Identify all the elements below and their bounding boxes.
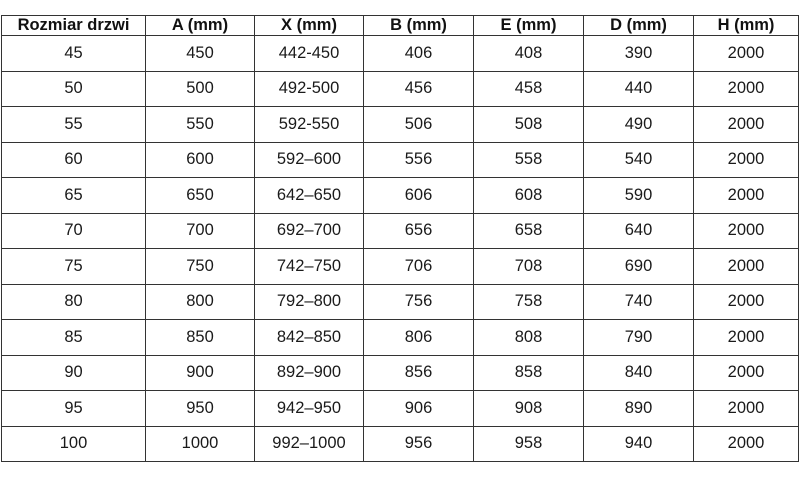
table-row xyxy=(2,107,799,143)
table-cell: 2000 xyxy=(694,178,799,214)
table-cell: 55 xyxy=(2,107,146,143)
table-cell: 758 xyxy=(474,284,584,320)
table-cell: 2000 xyxy=(694,391,799,427)
column-header: B (mm) xyxy=(364,16,474,36)
table-cell: 70 xyxy=(2,213,146,249)
table-cell: 90 xyxy=(2,355,146,391)
table-cell: 740 xyxy=(584,284,694,320)
table-cell: 490 xyxy=(584,107,694,143)
table-cell: 750 xyxy=(146,249,255,285)
table-cell: 442-450 xyxy=(255,36,364,72)
table-row xyxy=(2,426,799,462)
table-cell: 908 xyxy=(474,391,584,427)
table-cell: 956 xyxy=(364,426,474,462)
table-cell: 890 xyxy=(584,391,694,427)
table-row xyxy=(2,284,799,320)
table-row xyxy=(2,355,799,391)
table-cell: 658 xyxy=(474,213,584,249)
table-cell: 690 xyxy=(584,249,694,285)
table-cell: 600 xyxy=(146,142,255,178)
table-cell: 800 xyxy=(146,284,255,320)
table-cell: 840 xyxy=(584,355,694,391)
door-size-table xyxy=(1,15,799,462)
table-cell: 942–950 xyxy=(255,391,364,427)
table-cell: 2000 xyxy=(694,142,799,178)
table-cell: 606 xyxy=(364,178,474,214)
table-cell: 692–700 xyxy=(255,213,364,249)
table-cell: 85 xyxy=(2,320,146,356)
table-cell: 790 xyxy=(584,320,694,356)
column-header: E (mm) xyxy=(474,16,584,36)
header-row xyxy=(2,16,799,36)
table-header xyxy=(2,16,799,36)
table-cell: 856 xyxy=(364,355,474,391)
table-cell: 100 xyxy=(2,426,146,462)
column-header: Rozmiar drzwi xyxy=(2,16,146,36)
table-body xyxy=(2,36,799,462)
table-cell: 950 xyxy=(146,391,255,427)
table-cell: 700 xyxy=(146,213,255,249)
table-cell: 650 xyxy=(146,178,255,214)
table-cell: 408 xyxy=(474,36,584,72)
column-header: D (mm) xyxy=(584,16,694,36)
table-cell: 706 xyxy=(364,249,474,285)
table-cell: 608 xyxy=(474,178,584,214)
table-cell: 458 xyxy=(474,71,584,107)
table-cell: 742–750 xyxy=(255,249,364,285)
table-cell: 75 xyxy=(2,249,146,285)
table-cell: 450 xyxy=(146,36,255,72)
table-cell: 592–600 xyxy=(255,142,364,178)
table-cell: 992–1000 xyxy=(255,426,364,462)
column-header: H (mm) xyxy=(694,16,799,36)
table-cell: 906 xyxy=(364,391,474,427)
table-row xyxy=(2,178,799,214)
table-cell: 550 xyxy=(146,107,255,143)
table-cell: 556 xyxy=(364,142,474,178)
table-cell: 2000 xyxy=(694,426,799,462)
table-cell: 892–900 xyxy=(255,355,364,391)
table-cell: 492-500 xyxy=(255,71,364,107)
table-cell: 558 xyxy=(474,142,584,178)
table-cell: 590 xyxy=(584,178,694,214)
table-cell: 60 xyxy=(2,142,146,178)
table-cell: 390 xyxy=(584,36,694,72)
table-cell: 1000 xyxy=(146,426,255,462)
column-header: X (mm) xyxy=(255,16,364,36)
table-cell: 50 xyxy=(2,71,146,107)
table-cell: 2000 xyxy=(694,107,799,143)
table-row xyxy=(2,36,799,72)
table-cell: 456 xyxy=(364,71,474,107)
column-header: A (mm) xyxy=(146,16,255,36)
table-cell: 2000 xyxy=(694,36,799,72)
table-cell: 842–850 xyxy=(255,320,364,356)
table-cell: 540 xyxy=(584,142,694,178)
table-cell: 958 xyxy=(474,426,584,462)
table-cell: 640 xyxy=(584,213,694,249)
table-cell: 642–650 xyxy=(255,178,364,214)
table-cell: 858 xyxy=(474,355,584,391)
table-cell: 45 xyxy=(2,36,146,72)
table-cell: 592-550 xyxy=(255,107,364,143)
table-cell: 95 xyxy=(2,391,146,427)
table-cell: 440 xyxy=(584,71,694,107)
table-cell: 2000 xyxy=(694,249,799,285)
table-cell: 500 xyxy=(146,71,255,107)
table-cell: 808 xyxy=(474,320,584,356)
table-row xyxy=(2,249,799,285)
table-cell: 2000 xyxy=(694,213,799,249)
table-cell: 806 xyxy=(364,320,474,356)
table-cell: 708 xyxy=(474,249,584,285)
table-cell: 2000 xyxy=(694,320,799,356)
table-cell: 65 xyxy=(2,178,146,214)
table-cell: 792–800 xyxy=(255,284,364,320)
table-cell: 2000 xyxy=(694,71,799,107)
table-cell: 2000 xyxy=(694,355,799,391)
table-cell: 756 xyxy=(364,284,474,320)
table-row xyxy=(2,320,799,356)
table-cell: 80 xyxy=(2,284,146,320)
table-cell: 406 xyxy=(364,36,474,72)
table-row xyxy=(2,391,799,427)
table-row xyxy=(2,213,799,249)
table-cell: 506 xyxy=(364,107,474,143)
table-row xyxy=(2,142,799,178)
table-cell: 850 xyxy=(146,320,255,356)
table-cell: 940 xyxy=(584,426,694,462)
table-cell: 900 xyxy=(146,355,255,391)
table-row xyxy=(2,71,799,107)
table-cell: 508 xyxy=(474,107,584,143)
table-cell: 2000 xyxy=(694,284,799,320)
table-cell: 656 xyxy=(364,213,474,249)
